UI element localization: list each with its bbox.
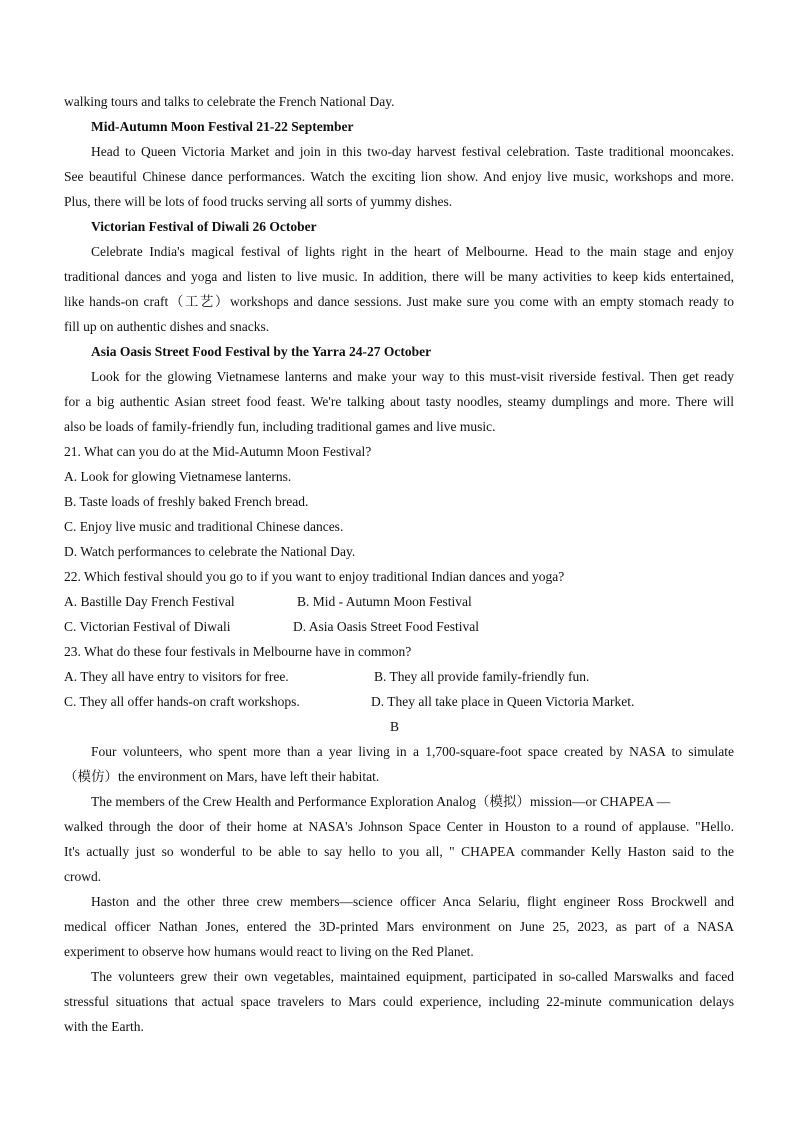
festival-text-line: Look for the glowing Vietnamese lanterns and make your way to this must-visit riverside festival. Then get ready: [91, 369, 734, 384]
passage-b-line: Four volunteers, who spent more than a year living in a 1,700-square-foot space created by NASA to simulate: [91, 744, 734, 759]
festival-text-line: traditional dances and yoga and listen to live music. In addition, there will be many activities to keep kids entertained,: [64, 269, 734, 284]
question-23-stem: 23. What do these four festivals in Melbourne have in common?: [64, 644, 412, 659]
intro-tail-text: walking tours and talks to celebrate the French National Day.: [64, 94, 395, 109]
section-b-letter: B: [390, 719, 400, 734]
question-21-option-c: C. Enjoy live music and traditional Chinese dances.: [64, 519, 344, 534]
festival-text-line: also be loads of family-friendly fun, including traditional games and live music.: [64, 419, 496, 434]
question-23-option-a: A. They all have entry to visitors for free.: [64, 669, 289, 684]
passage-b-line: Haston and the other three crew members—science officer Anca Selariu, flight engineer Ross Brockwell and: [91, 894, 734, 909]
question-21-stem: 21. What can you do at the Mid-Autumn Moon Festival?: [64, 444, 372, 459]
festival-text-line: Plus, there will be lots of food trucks serving all sorts of yummy dishes.: [64, 194, 453, 209]
festival-text-line: Head to Queen Victoria Market and join in this two-day harvest festival celebration. Taste traditional mooncakes.: [91, 144, 734, 159]
question-22-option-b: B. Mid - Autumn Moon Festival: [297, 594, 472, 609]
passage-b-line: walked through the door of their home at NASA's Johnson Space Center in Houston to a round of applause. "Hello.: [64, 819, 734, 834]
question-23-option-c: C. They all offer hands-on craft workshops.: [64, 694, 300, 709]
question-22-stem: 22. Which festival should you go to if you want to enjoy traditional Indian dances and yoga?: [64, 569, 565, 584]
festival-text-line: fill up on authentic dishes and snacks.: [64, 319, 270, 334]
question-23-option-d: D. They all take place in Queen Victoria Market.: [371, 694, 635, 709]
festival-heading-mid-autumn: Mid-Autumn Moon Festival 21-22 September: [91, 119, 354, 134]
festival-text-line: See beautiful Chinese dance performances. Watch the exciting lion show. And enjoy live music, workshops and more.: [64, 169, 734, 184]
passage-b-line: The volunteers grew their own vegetables, maintained equipment, participated in so-called Marswalks and faced: [91, 969, 734, 984]
festival-heading-asia-oasis: Asia Oasis Street Food Festival by the Yarra 24-27 October: [91, 344, 432, 359]
passage-b-line: with the Earth.: [64, 1019, 144, 1034]
passage-b-line: experiment to observe how humans would react to living on the Red Planet.: [64, 944, 474, 959]
question-21-option-b: B. Taste loads of freshly baked French bread.: [64, 494, 309, 509]
question-22-option-c: C. Victorian Festival of Diwali: [64, 619, 231, 634]
question-21-option-a: A. Look for glowing Vietnamese lanterns.: [64, 469, 292, 484]
question-22-option-d: D. Asia Oasis Street Food Festival: [293, 619, 479, 634]
passage-b-line: The members of the Crew Health and Performance Exploration Analog（模拟）mission—or CHAPEA —: [91, 794, 671, 809]
passage-b-line: It's actually just so wonderful to be able to say hello to you all, " CHAPEA commander Kelly Haston said to the: [64, 844, 734, 859]
festival-heading-diwali: Victorian Festival of Diwali 26 October: [91, 219, 317, 234]
passage-b-line: medical officer Nathan Jones, entered the 3D-printed Mars environment on June 25, 2023, as part of a NASA: [64, 919, 734, 934]
festival-text-line: for a big authentic Asian street food feast. We're talking about tasty noodles, steamy dumplings and more. There will: [64, 394, 734, 409]
festival-text-line: like hands-on craft（工艺）workshops and dance sessions. Just make sure you come with an empty stomach ready to: [64, 294, 734, 309]
passage-b-line: stressful situations that actual space travelers to Mars could experience, including 22-minute communication delays: [64, 994, 734, 1009]
question-23-option-b: B. They all provide family-friendly fun.: [374, 669, 590, 684]
question-22-option-a: A. Bastille Day French Festival: [64, 594, 235, 609]
passage-b-line: （模仿）the environment on Mars, have left their habitat.: [64, 769, 380, 784]
festival-text-line: Celebrate India's magical festival of lights right in the heart of Melbourne. Head to the main stage and enjoy: [91, 244, 734, 259]
question-21-option-d: D. Watch performances to celebrate the National Day.: [64, 544, 356, 559]
passage-b-line: crowd.: [64, 869, 102, 884]
